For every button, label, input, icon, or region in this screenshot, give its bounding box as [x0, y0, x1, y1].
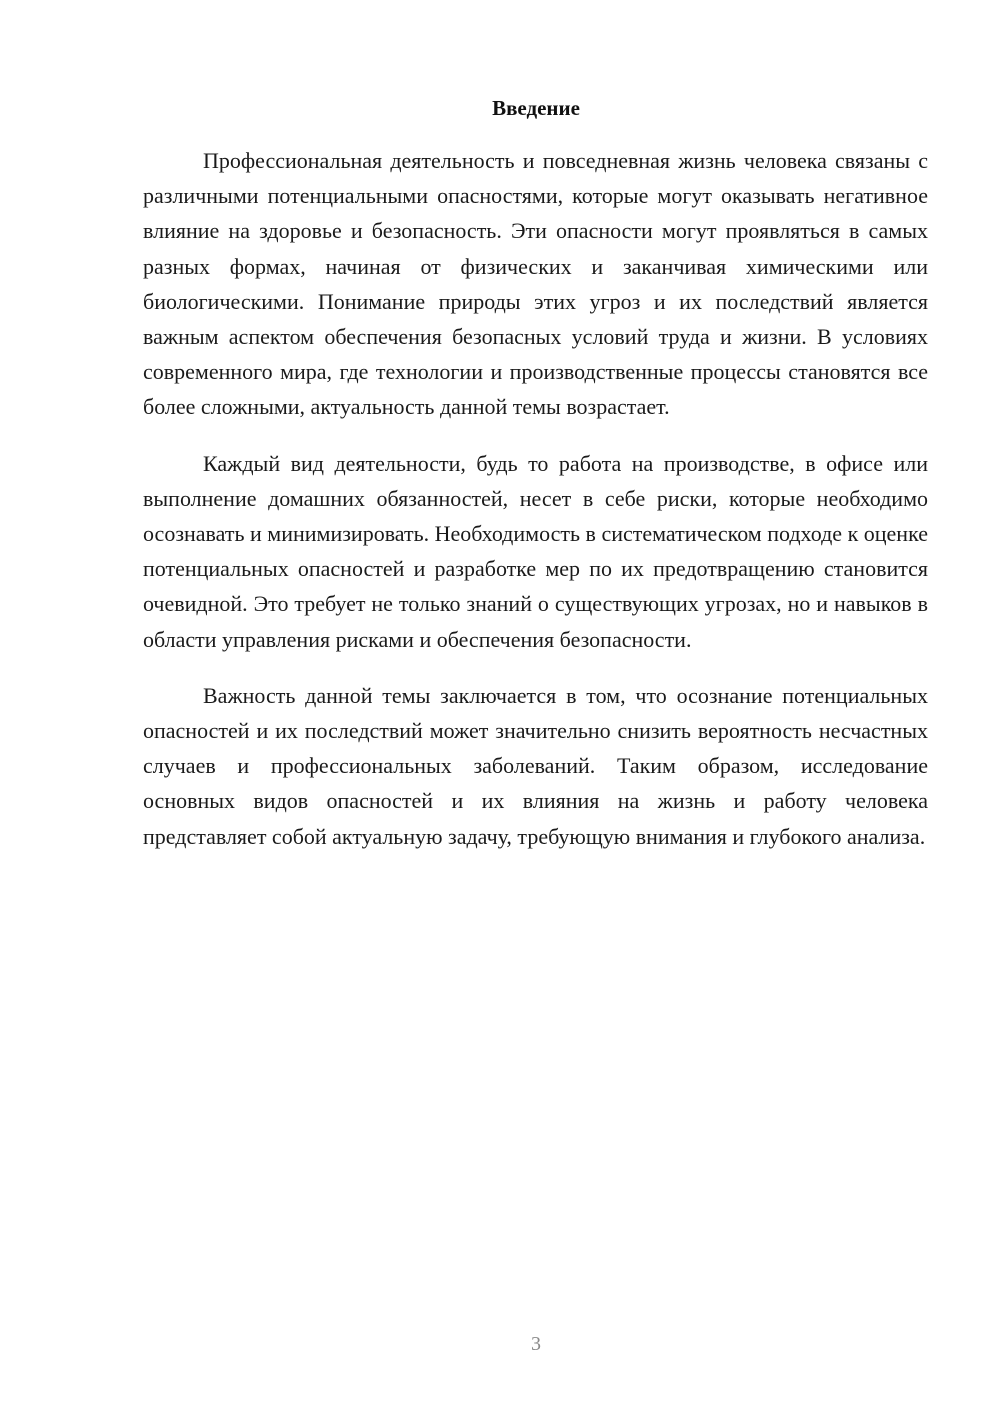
section-heading: Введение: [492, 96, 580, 120]
paragraph-1: Профессиональная деятельность и повседневная жизнь человека связаны с различными потенциальными опасностями, которые могут оказывать негативное влияние на здоровье и безопасность. Эти опасности могут проявляться в самых разных формах, начиная от физических и заканчивая химическими или биологическими. Понимание природы этих угроз и их последствий является важным аспектом обеспечения безопасных условий труда и жизни. В условиях современного мира, где технологии и производственные процессы становятся все более сложными, актуальность данной темы возрастает.: [143, 148, 928, 420]
paragraph-2: Каждый вид деятельности, будь то работа на производстве, в офисе или выполнение домашних обязанностей, несет в себе риски, которые необходимо осознавать и минимизировать. Необходимость в систематическом подходе к оценке потенциальных опасностей и разработке мер по их предотвращению становится очевидной. Это требует не только знаний о существующих угрозах, но и навыков в области управления рисками и обеспечения безопасности.: [143, 450, 928, 652]
paragraph-3: Важность данной темы заключается в том, что осознание потенциальных опасностей и их последствий может значительно снизить вероятность несчастных случаев и профессиональных заболеваний. Таким образом, исследование основных видов опасностей и их влияния на жизнь и работу человека представляет собой актуальную задачу, требующую внимания и глубокого анализа.: [143, 682, 928, 849]
body-text: [143, 143, 928, 875]
page-number: 3: [531, 1333, 541, 1355]
